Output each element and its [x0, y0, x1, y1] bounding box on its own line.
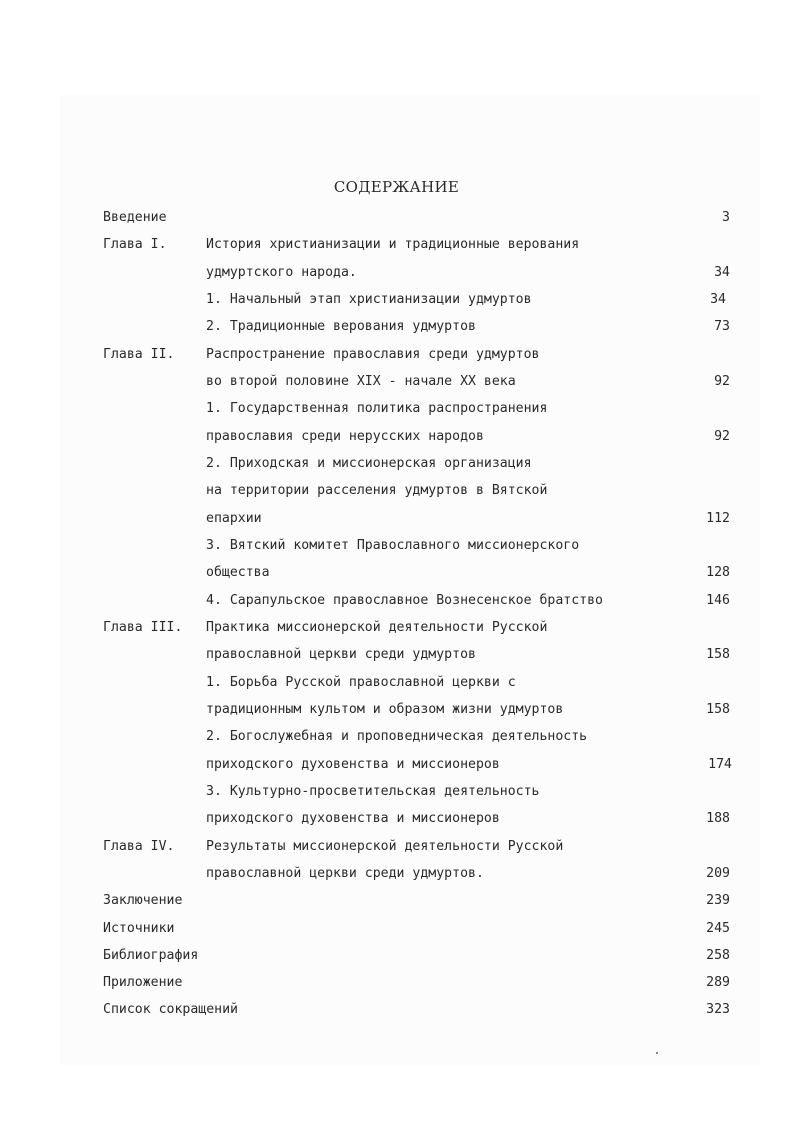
toc-page-ch2s4: 146 [706, 593, 730, 608]
chapter-title-1-line1: История христианизации и традиционные верования [206, 237, 580, 252]
toc-page-conclusion: 239 [706, 893, 730, 908]
toc-page-ch1: 34 [714, 265, 730, 280]
toc-entry-abbreviations: Список сокращений [103, 1002, 238, 1017]
section-2-2-line1: 2. Приходская и миссионерская организация [206, 456, 532, 471]
toc-page-ch3s2: 174 [708, 757, 732, 772]
scan-speck [656, 1052, 658, 1054]
chapter-label-3: Глава III. [103, 620, 183, 635]
section-3-2-line2: приходского духовенства и миссионеров [206, 757, 500, 772]
section-2-3-line2: общества [206, 565, 270, 580]
toc-page-ch2s1: 92 [714, 429, 730, 444]
chapter-title-3-line1: Практика миссионерской деятельности Русской [206, 620, 548, 635]
toc-page-bibliography: 258 [706, 948, 730, 963]
toc-page-ch2s2: 112 [706, 511, 730, 526]
section-1-1: 1. Начальный этап христианизации удмуртов [206, 292, 532, 307]
chapter-title-2-line2: во второй половине XIX - начале XX века [206, 374, 516, 389]
section-3-3-line2: приходского духовенства и миссионеров [206, 811, 500, 826]
section-3-1-line1: 1. Борьба Русской православной церкви с [206, 675, 516, 690]
section-2-2-line2: на территории расселения удмуртов в Вятской [206, 483, 548, 498]
chapter-title-4-line1: Результаты миссионерской деятельности Русской [206, 839, 564, 854]
toc-page-abbreviations: 323 [706, 1002, 730, 1017]
section-3-2-line1: 2. Богослужебная и проповедническая деятельность [206, 729, 588, 744]
chapter-title-3-line2: православной церкви среди удмуртов [206, 647, 476, 662]
toc-page-appendix: 289 [706, 975, 730, 990]
section-2-1-line2: православия среди нерусских народов [206, 429, 484, 444]
toc-entry-intro: Введение [103, 210, 167, 225]
toc-page-ch3s1: 158 [706, 702, 730, 717]
chapter-title-4-line2: православной церкви среди удмуртов. [206, 866, 484, 881]
toc-page-ch2: 92 [714, 374, 730, 389]
section-3-1-line2: традиционным культом и образом жизни удмуртов [206, 702, 564, 717]
section-2-4: 4. Сарапульское православное Вознесенское братство [206, 593, 603, 608]
toc-page-ch3: 158 [706, 647, 730, 662]
section-3-3-line1: 3. Культурно-просветительская деятельность [206, 784, 540, 799]
chapter-title-1-line2: удмуртского народа. [206, 265, 357, 280]
section-2-1-line1: 1. Государственная политика распространения [206, 401, 548, 416]
toc-page-ch2s3: 128 [706, 565, 730, 580]
page-title: СОДЕРЖАНИЕ [333, 178, 460, 196]
toc-page-ch1s1: 34 [710, 292, 726, 307]
chapter-label-4: Глава IV. [103, 839, 175, 854]
chapter-label-1: Глава I. [103, 237, 167, 252]
toc-entry-conclusion: Заключение [103, 893, 183, 908]
toc-page-intro: 3 [722, 210, 730, 225]
chapter-title-2-line1: Распространение православия среди удмуртов [206, 347, 540, 362]
section-1-2: 2. Традиционные верования удмуртов [206, 319, 476, 334]
chapter-label-2: Глава II. [103, 347, 175, 362]
section-2-2-line3: епархии [206, 511, 262, 526]
toc-page-ch3s3: 188 [706, 811, 730, 826]
toc-page-ch1s2: 73 [714, 319, 730, 334]
toc-page-sources: 245 [706, 921, 730, 936]
toc-entry-appendix: Приложение [103, 975, 183, 990]
section-2-3-line1: 3. Вятский комитет Православного миссионерского [206, 538, 580, 553]
toc-page-ch4: 209 [706, 866, 730, 881]
toc-entry-sources: Источники [103, 921, 175, 936]
toc-entry-bibliography: Библиография [103, 948, 199, 963]
